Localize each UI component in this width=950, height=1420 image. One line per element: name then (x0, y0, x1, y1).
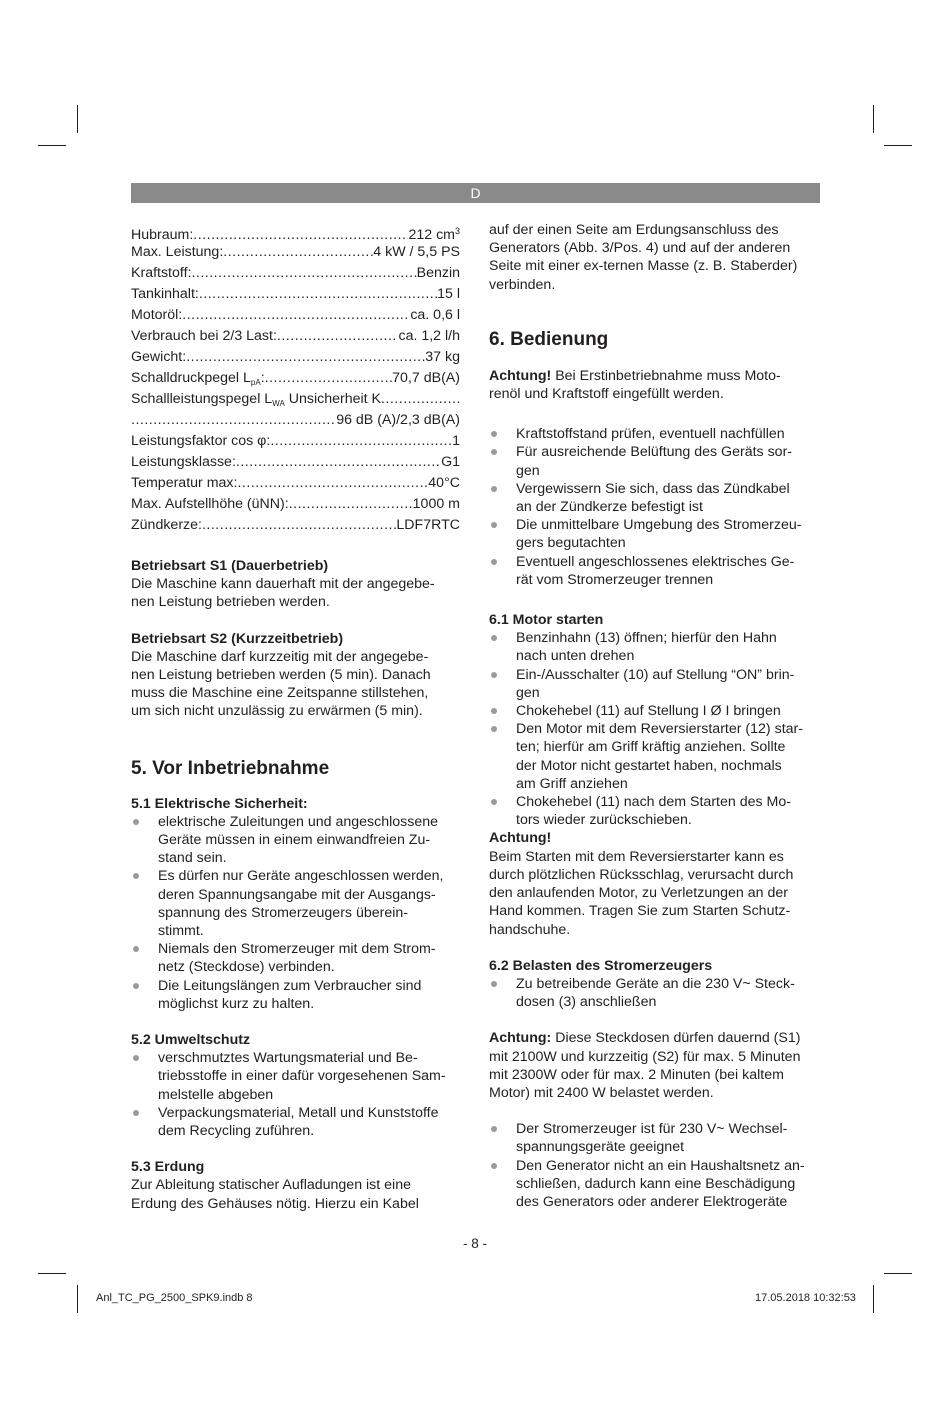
footer-filename: Anl_TC_PG_2500_SPK9.indb 8 (96, 1292, 253, 1304)
spec-row (131, 305, 460, 326)
crop-mark (38, 145, 66, 146)
s61-warning-text: Beim Starten mit dem Reversierstarter kann es durch plötzlichen Rücksschlag, verursacht durch den anlaufenden Motor, zu Verletzungen an der Hand kommen. Tragen Sie zum Starten Schutz- handschuhe. (489, 848, 794, 938)
spec-label: Max. Aufstellhöhe (üNN): (131, 496, 289, 512)
list-item: Für ausreichende Belüftung des Geräts sor- gen (489, 443, 820, 479)
spec-label: Gewicht: (131, 349, 187, 365)
dot-leader (182, 305, 410, 326)
crop-mark (873, 1285, 874, 1313)
left-column (131, 221, 460, 1213)
s51-title: 5.1 Elektrische Sicherheit: (131, 795, 308, 812)
spec-row (131, 452, 460, 473)
spec-row (131, 347, 460, 368)
s61-title: 6.1 Motor starten (489, 612, 604, 629)
spec-value: 212 $cm^3$ (408, 226, 460, 243)
s52-title: 5.2 Umweltschutz (131, 1032, 251, 1049)
dot-leader (265, 368, 393, 389)
dot-leader (202, 515, 396, 536)
spec-list (131, 221, 460, 536)
list-item: Es dürfen nur Geräte angeschlossen werden, deren Spannungsangabe mit der Ausgangs- spannung des Stromerzeugers überein- stimmt. (131, 867, 460, 940)
spec-row (131, 263, 460, 284)
list-item: Die unmittelbare Umgebung des Stromerzeu- gers begutachten (489, 516, 820, 552)
spec-label: Schallleistungspegel $L_{WA}$ Unsicherheit K (131, 391, 381, 408)
spec-label: Leistungsfaktor cos φ: (131, 433, 271, 449)
spec-value: 70,7 dB(A) (392, 370, 460, 386)
dot-leader (186, 347, 425, 368)
list-item: Vergewissern Sie sich, dass das Zündkabel an der Zündkerze befestigt ist (489, 480, 820, 516)
list-item: Der Stromerzeuger ist für 230 V~ Wechsel- spannungsgeräte geeignet (489, 1120, 820, 1156)
spec-row (131, 494, 460, 515)
spec-value: 96 dB (A)/2,3 dB(A) (336, 412, 460, 428)
list-item: Niemals den Stromerzeuger mit dem Strom- netz (Steckdose) verbinden. (131, 940, 460, 976)
dot-leader (236, 452, 441, 473)
list-item: Zu betreibende Geräte an die 230 V~ Steck- dosen (3) anschließen (489, 975, 820, 1011)
spec-value: ca. 1,2 l/h (398, 328, 460, 344)
s62-warning: Achtung: Diese Steckdosen dürfen dauernd (S1) mit 2100W und kurzzeitig (S2) für max. 5 Minuten mit 2300W oder für max. 2 Minuten (bei kaltem Motor) mit 2400 W belastet werden. (489, 1030, 801, 1101)
page-number: - 8 - (462, 1236, 487, 1251)
s1-text: Die Maschine kann dauerhaft mit der angegebe- nen Leistung betrieben werden. (131, 576, 435, 611)
crop-mark (873, 105, 874, 133)
list-item: Eventuell angeschlossenes elektrisches Ge- rät vom Stromerzeuger trennen (489, 553, 820, 589)
spec-value: 40°C (428, 475, 460, 491)
list-item: Chokehebel (11) auf Stellung I Ø I bringen (489, 702, 820, 720)
spec-label: Zündkerze: (131, 517, 202, 533)
spec-label: Hubraum: (131, 227, 194, 243)
crop-mark (884, 1273, 912, 1274)
spec-value: 37 kg (425, 349, 460, 365)
spec-value: ca. 0,6 l (410, 307, 460, 323)
spec-label: Tankinhalt: (131, 286, 199, 302)
crop-mark (38, 1273, 66, 1274)
spec-row (131, 431, 460, 452)
s61-list (489, 629, 820, 829)
spec-row (131, 515, 460, 536)
spec-label: Temperatur max: (131, 475, 238, 491)
right-column (489, 221, 820, 1211)
spec-value: 1 (452, 433, 460, 449)
s62-title: 6.2 Belasten des Stromerzeugers (489, 957, 713, 974)
spec-value: 15 l (437, 286, 460, 302)
list-item: Kraftstoffstand prüfen, eventuell nachfüllen (489, 425, 820, 443)
list-item: Benzinhahn (13) öffnen; hierfür den Hahn nach unten drehen (489, 629, 820, 665)
warning-first-use: Achtung! Bei Erstinbetriebnahme muss Moto- renöl und Kraftstoff eingefüllt werden. (489, 367, 781, 403)
spec-value: 4 kW / 5,5 PS (373, 244, 460, 260)
spec-label: Kraftstoff: (131, 265, 192, 281)
crop-mark (884, 145, 912, 146)
spec-row (131, 242, 460, 263)
list-item: Den Motor mit dem Reversierstarter (12) star- ten; hierfür am Griff kräftig anziehen. Sollte der Motor nicht gestartet haben, nochmals am Griff anziehen (489, 720, 820, 793)
s51-list (131, 813, 460, 1013)
list-item: elektrische Zuleitungen und angeschlossene Geräte müssen in einem einwandfreien Zu- stand sein. (131, 813, 460, 868)
s6-checklist (489, 425, 820, 589)
dot-leader (199, 284, 437, 305)
list-item: Den Generator nicht an ein Haushaltsnetz an- schließen, dadurch kann eine Beschädigung des Generators oder anderer Elektrogeräte (489, 1157, 820, 1212)
spec-row (131, 221, 460, 242)
spec-label: Max. Leistung: (131, 244, 224, 260)
spec-row (131, 284, 460, 305)
dot-leader (381, 389, 460, 410)
s52-list (131, 1049, 460, 1140)
spec-value: G1 (441, 454, 460, 470)
dot-leader (277, 326, 399, 347)
crop-mark (77, 105, 78, 133)
section5-title: 5. Vor Inbetriebnahme (131, 757, 330, 779)
s62-list (489, 975, 820, 1011)
s53-title: 5.3 Erdung (131, 1159, 205, 1176)
spec-row (131, 389, 460, 410)
s53-text: Zur Ableitung statischer Aufladungen ist eine Erdung des Gehäuses nötig. Hierzu ein Kabel (131, 1177, 419, 1212)
spec-row (131, 326, 460, 347)
list-item: Verpackungsmaterial, Metall und Kunststoffe dem Recycling zuführen. (131, 1104, 460, 1140)
dot-leader (270, 431, 452, 452)
dot-leader (131, 410, 336, 431)
footer-datetime: 17.05.2018 10:32:53 (755, 1292, 856, 1304)
spec-label: Verbrauch bei 2/3 Last: (131, 328, 277, 344)
erdung-continuation: auf der einen Seite am Erdungsanschluss des Generators (Abb. 3/Pos. 4) und auf der anderen Seite mit einer ex-ternen Masse (z. B. Staberder) verbinden. (489, 222, 798, 293)
spec-row (131, 473, 460, 494)
s61-warning-title: Achtung! (489, 830, 552, 847)
list-item: Chokehebel (11) nach dem Starten des Mo- tors wieder zurückschieben. (489, 793, 820, 829)
spec-value: Benzin (416, 265, 460, 281)
spec-label: Leistungsklasse: (131, 454, 236, 470)
list-item: verschmutztes Wartungsmaterial und Be- triebsstoffe in einer dafür vorgesehenen Sam- melstelle abgeben (131, 1049, 460, 1104)
spec-row (131, 410, 460, 431)
s1-title: Betriebsart S1 (Dauerbetrieb) (131, 558, 329, 574)
list-item: Die Leitungslängen zum Verbraucher sind möglichst kurz zu halten. (131, 977, 460, 1013)
list-item: Ein-/Ausschalter (10) auf Stellung “ON” brin- gen (489, 666, 820, 702)
s62-list-2 (489, 1120, 820, 1211)
spec-label: Schalldruckpegel $L_{pA}$: (131, 370, 265, 387)
s2-text: Die Maschine darf kurzzeitig mit der angegebe- nen Leistung betrieben werden (5 min). Danach muss die Maschine eine Zeitspanne stillstehen, um sich nicht unzulässig zu erwärmen (5 min). (131, 648, 431, 720)
section6-title: 6. Bedienung (489, 328, 609, 350)
dot-leader (289, 494, 413, 515)
spec-row (131, 368, 460, 389)
language-header-bar: D (131, 183, 820, 203)
dot-leader (191, 263, 416, 284)
crop-mark (77, 1285, 78, 1313)
dot-leader (237, 473, 428, 494)
s2-title: Betriebsart S2 (Kurzzeitbetrieb) (131, 630, 344, 647)
spec-value: 1000 m (412, 496, 460, 512)
dot-leader (223, 242, 373, 263)
spec-label: Motoröl: (131, 307, 183, 323)
spec-value: LDF7RTC (396, 517, 460, 533)
